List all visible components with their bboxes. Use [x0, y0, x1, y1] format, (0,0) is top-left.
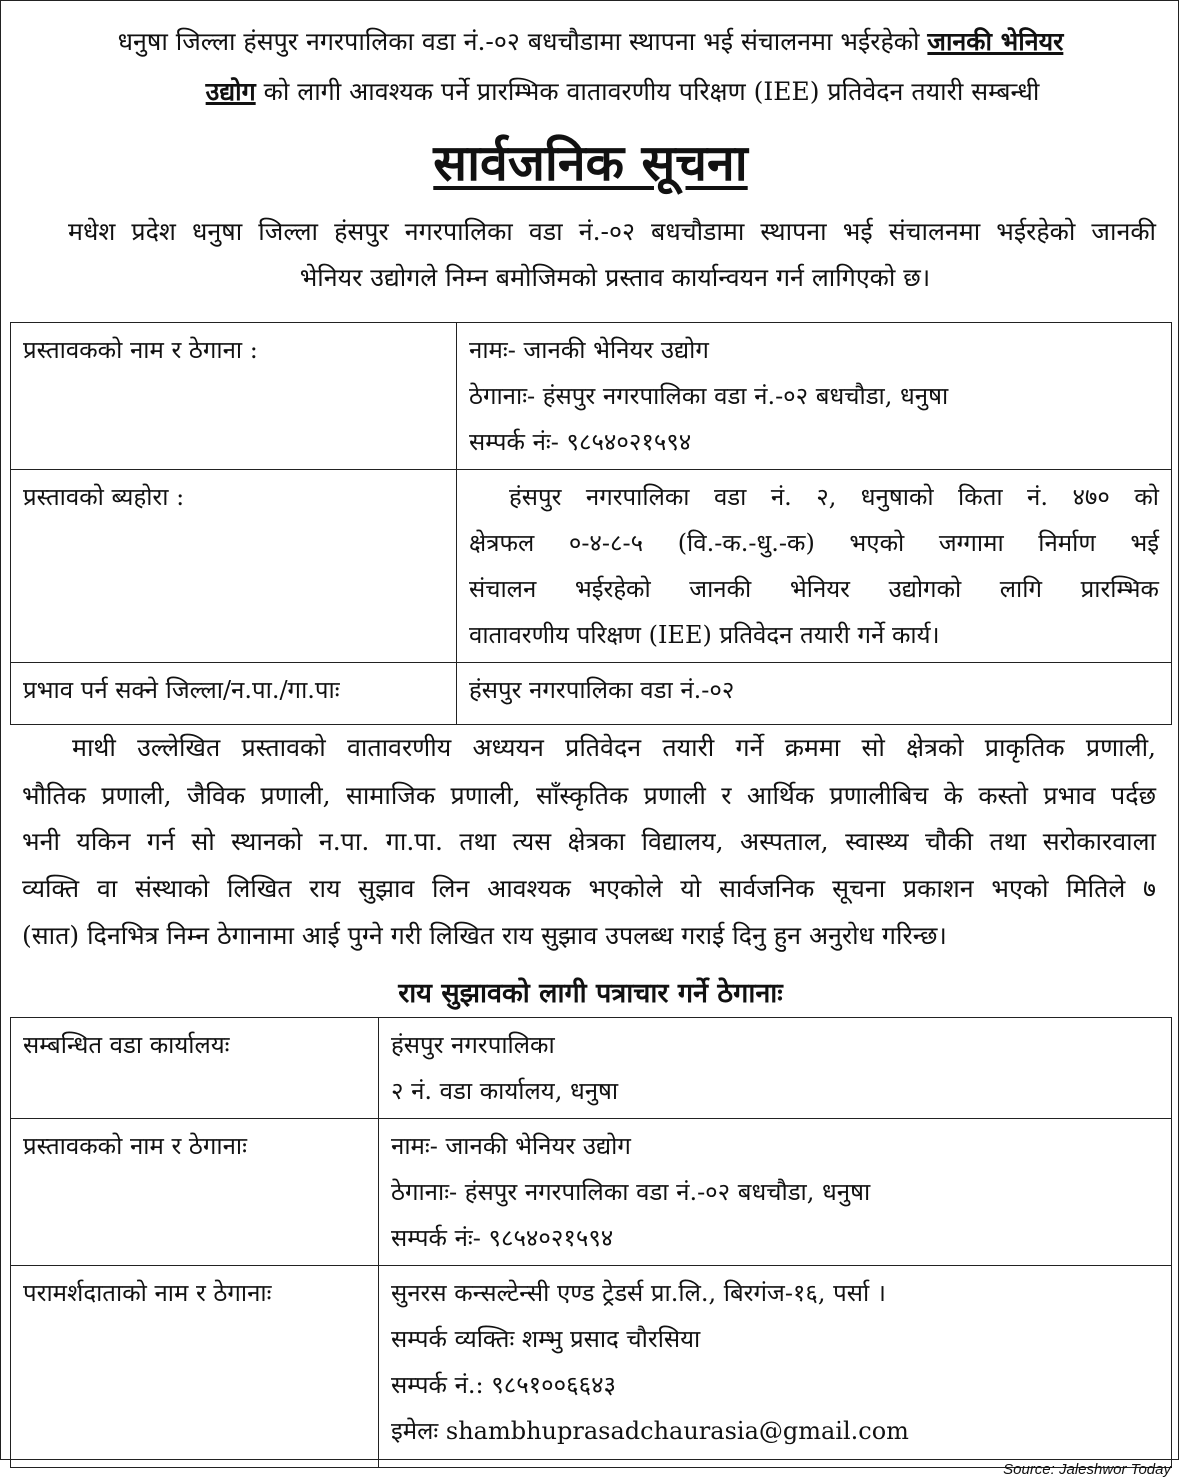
body-line: व्यक्ति वा संस्थाको लिखित राय सुझाव लिन आवश्यक भएकोले यो सार्वजनिक सूचना प्रकाशन भएको मितिले ७ — [22, 874, 1156, 903]
table-row — [11, 1119, 1172, 1266]
row-label: प्रस्तावकको नाम र ठेगाना : — [23, 336, 258, 364]
row-value: सुनरस कन्सल्टेन्सी एण्ड ट्रेडर्स प्रा.लि., बिरगंज-१६, पर्सा । — [391, 1279, 886, 1307]
company-name-bold-2: उद्योग — [205, 77, 256, 106]
table-row — [11, 1266, 1172, 1468]
row-value: हंसपुर नगरपालिका — [391, 1031, 555, 1059]
row-value: नामः- जानकी भेनियर उद्योग — [391, 1132, 631, 1160]
row-label: प्रस्तावको ब्यहोरा : — [23, 483, 185, 511]
row-label: प्रस्तावकको नाम र ठेगानाः — [23, 1132, 247, 1160]
body-line: (सात) दिनभित्र निम्न ठेगानामा आई पुग्ने गरी लिखित राय सुझाव उपलब्ध गराई दिनु हुन अनुरोध गरिन्छ। — [22, 921, 947, 950]
row-value: नामः- जानकी भेनियर उद्योग — [469, 336, 709, 364]
row-value: ठेगानाः- हंसपुर नगरपालिका वडा नं.-०२ बधचौडा, धनुषा — [391, 1178, 871, 1206]
row-value: २ नं. वडा कार्यालय, धनुषा — [391, 1077, 619, 1105]
contact-table — [10, 1017, 1172, 1468]
row-value: सम्पर्क व्यक्तिः शम्भु प्रसाद चौरसिया — [391, 1325, 701, 1353]
body-line: माथी उल्लेखित प्रस्तावको वातावरणीय अध्ययन प्रतिवेदन तयारी गर्ने क्रममा सो क्षेत्रको प्राकृतिक प्रणाली, — [72, 733, 1156, 762]
table-row — [11, 663, 1172, 725]
table-row — [11, 470, 1172, 663]
row-value: सम्पर्क नंः- ९८५४०२१५९४ — [469, 428, 692, 456]
header-text: धनुषा जिल्ला हंसपुर नगरपालिका वडा नं.-०२ बधचौडामा स्थापना भई संचालनमा भईरहेको — [117, 27, 928, 56]
company-name-bold: जानकी भेनियर — [927, 27, 1064, 56]
row-value: सम्पर्क नं.: ९८५१००६६४३ — [391, 1371, 617, 1399]
row-value: हंसपुर नगरपालिका वडा नं.-०२ — [469, 676, 735, 704]
notice-title — [0, 128, 1181, 198]
header-line-1 — [0, 20, 1181, 64]
row-value: ठेगानाः- हंसपुर नगरपालिका वडा नं.-०२ बधचौडा, धनुषा — [469, 382, 949, 410]
row-label: सम्बन्धित वडा कार्यालयः — [23, 1031, 230, 1059]
row-label: परामर्शदाताको नाम र ठेगानाः — [23, 1279, 272, 1307]
intro-line: मधेश प्रदेश धनुषा जिल्ला हंसपुर नगरपालिका वडा नं.-०२ बधचौडामा स्थापना भई संचालनमा भईरहेको जानकी — [68, 217, 1156, 246]
source-credit: Source: Jaleshwor Today — [1003, 1461, 1171, 1478]
row-value: वातावरणीय परिक्षण (IEE) प्रतिवेदन तयारी गर्ने कार्य। — [469, 621, 940, 649]
row-value: सम्पर्क नंः- ९८५४०२१५९४ — [391, 1224, 614, 1252]
table-row — [11, 1018, 1172, 1119]
intro-line: भेनियर उद्योगले निम्न बमोजिमको प्रस्ताव कार्यान्वयन गर्न लागिएको छ। — [299, 263, 931, 292]
body-line: भनी यकिन गर्न सो स्थानको न.पा. गा.पा. तथा त्यस क्षेत्रका विद्यालय, अस्पताल, स्वास्थ्य चौकी तथा सरोकारवाला — [22, 827, 1156, 856]
body-line: भौतिक प्रणाली, जैविक प्रणाली, सामाजिक प्रणाली, साँस्कृतिक प्रणाली र आर्थिक प्रणालीबिच के कस्तो प्रभाव पर्दछ — [22, 781, 1156, 810]
header-line-2 — [0, 70, 1181, 114]
email-value: इमेलः shambhuprasadchaurasia@gmail.com — [391, 1417, 909, 1445]
row-value: हंसपुर नगरपालिका वडा नं. २, धनुषाको किता नं. ४७० को — [509, 483, 1159, 511]
contact-heading: राय सुझावको लागी पत्राचार गर्ने ठेगानाः — [398, 978, 783, 1009]
header-text-2: को लागी आवश्यक पर्ने प्रारम्भिक वातावरणीय परिक्षण (IEE) प्रतिवेदन तयारी सम्बन्धी — [255, 77, 1040, 106]
title-text: सार्वजनिक सूचना — [433, 133, 748, 192]
table-row — [11, 323, 1172, 470]
row-label: प्रभाव पर्न सक्ने जिल्ला/न.पा./गा.पाः — [23, 676, 340, 704]
row-value: संचालन भईरहेको जानकी भेनियर उद्योगको लागि प्रारम्भिक — [469, 575, 1159, 603]
proposal-table — [10, 322, 1172, 725]
row-value: क्षेत्रफल ०-४-८-५ (वि.-क.-धु.-क) भएको जग्गामा निर्माण भई — [469, 529, 1159, 557]
